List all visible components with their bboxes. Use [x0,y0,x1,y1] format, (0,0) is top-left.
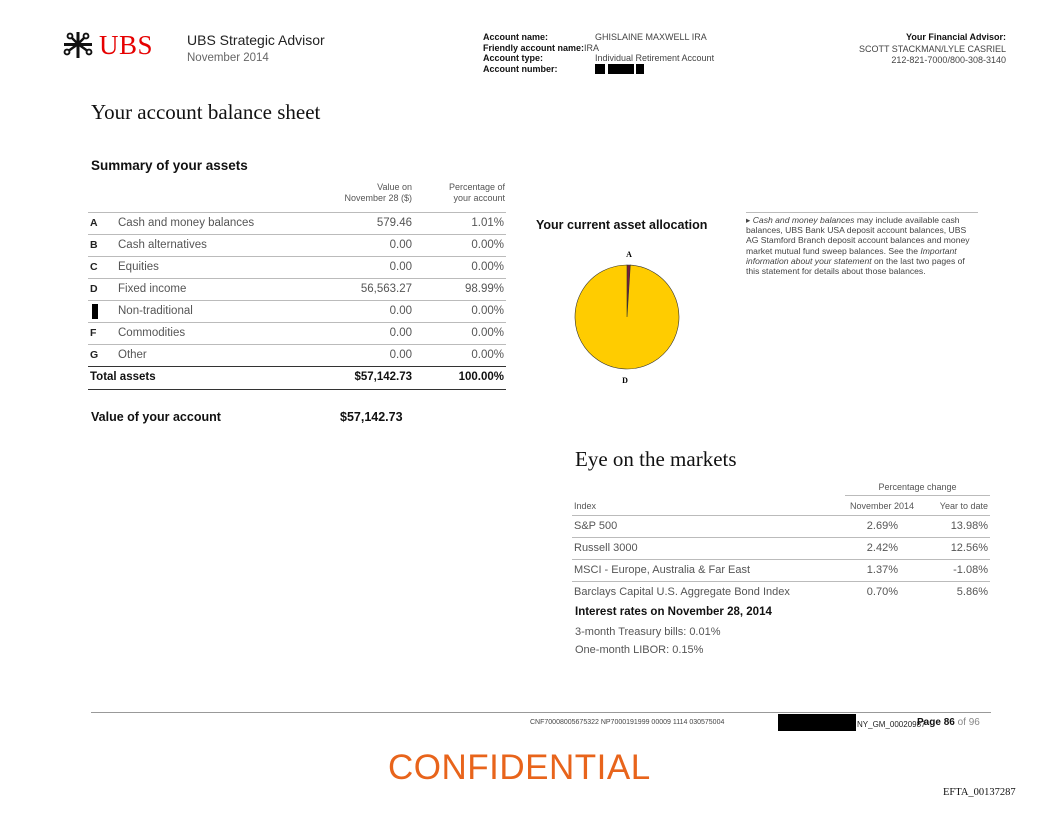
col-pct-header-line1: Percentage of [448,182,505,192]
allocation-pie-chart [572,246,682,388]
pie-label-d: D [622,375,628,385]
note-emphasis: Cash and money balances [752,215,855,225]
note-text: may include available cash balances, UBS Bank USA deposit account balances, UBS AG Stamford Branch deposit account balances and money market mutual fund sweep balances. See the [746,215,970,256]
market-month: 2.42% [866,542,898,554]
friendly-name-value: IRA [584,42,600,53]
account-name-label: Account name: [483,32,549,42]
asset-pct: 98.99% [464,283,504,295]
asset-label: Cash and money balances [118,217,255,229]
market-name: Russell 3000 [574,542,638,554]
libor-rate: One-month LIBOR: 0.15% [575,644,704,656]
market-ytd: 5.86% [956,586,988,598]
asset-value: 0.00 [389,239,412,251]
market-row [572,515,990,536]
asset-pct: 0.00% [471,349,504,361]
account-name-value: GHISLAINE MAXWELL IRA [595,32,707,42]
asset-label: Equities [118,261,159,273]
confidential-stamp: CONFIDENTIAL [388,748,651,787]
asset-value: 0.00 [389,261,412,273]
total-label: Total assets [90,371,156,383]
asset-label: Non-traditional [118,305,193,317]
account-type-value: Individual Retirement Account [595,53,715,63]
page-word: Page [917,717,941,728]
allocation-title: Your current asset allocation [536,218,708,232]
advisor-phone: 212-821-7000/800-308-3140 [891,55,1006,65]
market-month: 2.69% [866,520,898,532]
financial-advisor [859,32,1006,67]
pct-change-header: Percentage change [845,482,990,496]
account-value-label: Value of your account [91,410,221,424]
note-emphasis: Important information about your statement [746,245,957,266]
statement-month: November 2014 [187,52,269,64]
asset-pct: 0.00% [471,261,504,273]
ubs-logo-text: UBS [99,30,154,60]
asset-pct: 0.00% [471,327,504,339]
market-ytd: 12.56% [950,542,988,554]
asset-value: 0.00 [389,327,412,339]
col-value-header [330,182,412,204]
market-month: 0.70% [866,586,898,598]
treasury-rate: 3-month Treasury bills: 0.01% [575,626,721,638]
footer-divider [91,712,991,713]
market-ytd: 13.98% [950,520,988,532]
col-month: November 2014 [849,501,914,511]
asset-code: D [90,283,98,295]
efta-number: EFTA_00137287 [943,787,1016,798]
pie-label-a: A [626,250,632,260]
total-pct: 100.00% [458,371,504,383]
asset-pct: 1.01% [471,217,504,229]
asset-row [88,322,506,345]
asset-row [88,344,506,367]
account-number-label: Account number: [483,63,558,74]
account-type-label: Account type: [483,53,544,63]
page-number [917,717,980,728]
asset-code: F [90,327,97,339]
asset-code: B [90,239,98,251]
market-month: 1.37% [866,564,898,576]
market-name: MSCI - Europe, Australia & Far East [574,564,751,576]
asset-code: C [90,261,98,273]
col-ytd: Year to date [939,501,988,511]
market-ytd: -1.08% [953,564,988,576]
account-value: $57,142.73 [340,410,403,424]
col-pct-header [420,182,505,204]
asset-row [88,300,506,323]
account-number-redaction [608,64,634,74]
asset-code-redaction [92,304,98,319]
market-name: Barclays Capital U.S. Aggregate Bond Index [574,586,790,598]
account-number-redaction [636,64,644,74]
advisor-names: SCOTT STACKMAN/LYLE CASRIEL [858,43,1006,54]
footer-code: CNF70008005675322 NP7000191999 00009 1114 030575004 [530,719,725,726]
market-row [572,537,990,558]
page-num: 86 [943,717,955,728]
market-row [572,581,990,602]
note-text: on the last two pages of this statement for details about those balances. [746,255,965,277]
account-number-redaction [595,64,605,74]
asset-label: Other [118,349,147,361]
asset-value: 0.00 [389,349,412,361]
markets-title: Eye on the markets [575,447,737,471]
asset-code: A [90,217,98,229]
asset-row [88,234,506,257]
col-value-header-line2: November 28 ($) [344,193,412,203]
pie-slice-d [575,265,679,369]
ubs-keys-logo-icon [60,30,96,60]
product-name: UBS Strategic Advisor [187,32,325,48]
asset-label: Commodities [118,327,186,339]
total-assets-row [88,366,506,390]
asset-value: 0.00 [389,305,412,317]
market-name: S&P 500 [574,520,618,532]
page-title: Your account balance sheet [91,100,321,124]
page-of: of 96 [957,717,980,728]
asset-value: 579.46 [376,217,412,229]
asset-row [88,256,506,279]
account-info [483,32,714,74]
interest-rates-title: Interest rates on November 28, 2014 [575,606,772,618]
total-value: $57,142.73 [354,371,412,383]
col-pct-header-line2: your account [453,193,505,203]
advisor-title: Your Financial Advisor: [905,32,1006,42]
asset-code: G [90,349,99,361]
market-row [572,559,990,580]
asset-pct: 0.00% [471,239,504,251]
asset-row [88,212,506,235]
footer-redaction [778,714,856,731]
markets-header-row [572,500,990,514]
bates-number: NY_GM_00020987 [857,720,926,729]
cash-balances-note: ▸ Cash and money balances may include available cash balances, UBS Bank USA deposit account balances, UBS AG Stamford Branch deposit account balances and money market mutual fund sweep balances. See the Important information about your statement on the last two pages of this statement for details about those balances. [746,212,978,276]
asset-value: 56,563.27 [360,283,412,295]
col-value-header-line1: Value on [377,182,412,192]
asset-label: Cash alternatives [118,239,207,251]
summary-title: Summary of your assets [91,158,248,173]
asset-row [88,278,506,301]
friendly-name-label: Friendly account name: [483,42,585,53]
asset-label: Fixed income [118,283,187,295]
col-index: Index [574,501,597,511]
asset-pct: 0.00% [471,305,504,317]
